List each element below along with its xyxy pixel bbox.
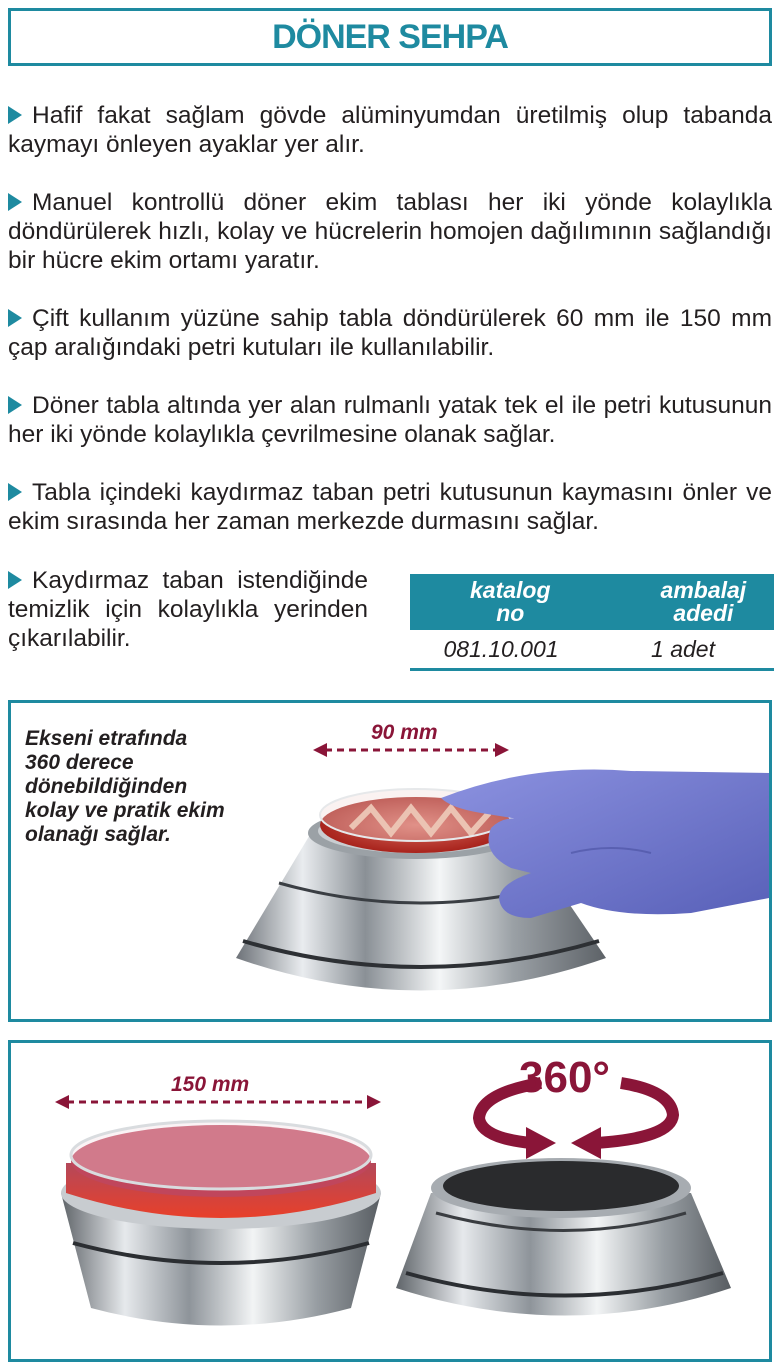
dimension-label-90mm: 90 mm [371, 721, 438, 744]
feature-text: Manuel kontrollü döner ekim tablası her iki yönde kolaylıkla döndürülerek hızlı, kolay ve hücrelerin homojen dağılımının sağlandığı bir hücre ekim ortamı yaratır. [8, 189, 772, 274]
feature-text: Çift kullanım yüzüne sahip tabla döndürülerek 60 mm ile 150 mm çap aralığındaki petri kutuları ile kullanılabilir. [8, 305, 772, 361]
bullet-arrow-icon [8, 571, 22, 589]
catalog-row [410, 630, 774, 671]
feature-text: Hafif fakat sağlam gövde alüminyumdan üretilmiş olup tabanda kaymayı önleyen ayaklar yer alır. [8, 102, 772, 158]
panel1-caption: Ekseni etrafında 360 derece dönebildiğinden kolay ve pratik ekim olanağı sağlar. [25, 727, 225, 846]
feature-paragraph [8, 101, 772, 159]
bullet-arrow-icon [8, 483, 22, 501]
feature-paragraph [8, 188, 772, 275]
bullet-arrow-icon [8, 193, 22, 211]
feature-paragraph [8, 391, 772, 449]
catalog-no-cell: 081.10.001 [443, 635, 559, 662]
catalog-table [410, 574, 774, 671]
feature-text: Tabla içindeki kaydırmaz taban petri kutusunun kaymasını önler ve ekim sırasında her zaman merkezde durmasını sağlar. [8, 479, 772, 535]
page-title: DÖNER SEHPA [272, 17, 508, 56]
feature-paragraph [8, 478, 772, 536]
product-photo-panel-1 [8, 700, 772, 1022]
feature-text: Döner tabla altında yer alan rulmanlı yatak tek el ile petri kutusunun her iki yönde kolaylıkla çevrilmesine olanak sağlar. [8, 392, 772, 448]
catalog-no-header: katalog no [470, 577, 551, 626]
bullet-arrow-icon [8, 106, 22, 124]
package-qty-header: ambalaj adedi [660, 577, 747, 626]
catalog-header [410, 574, 774, 630]
feature-text: Kaydırmaz taban istendiğinde temizlik için kolaylıkla yerinden çıkarılabilir. [8, 567, 368, 652]
feature-paragraph [8, 304, 772, 362]
package-qty-cell: 1 adet [651, 635, 715, 662]
title-box [8, 8, 772, 66]
product-photo-panel-2 [8, 1040, 772, 1362]
rotation-label-360: 360° [519, 1053, 611, 1102]
bullet-arrow-icon [8, 309, 22, 327]
dimension-label-150mm: 150 mm [171, 1073, 250, 1096]
feature-paragraph [8, 566, 368, 653]
bullet-arrow-icon [8, 396, 22, 414]
